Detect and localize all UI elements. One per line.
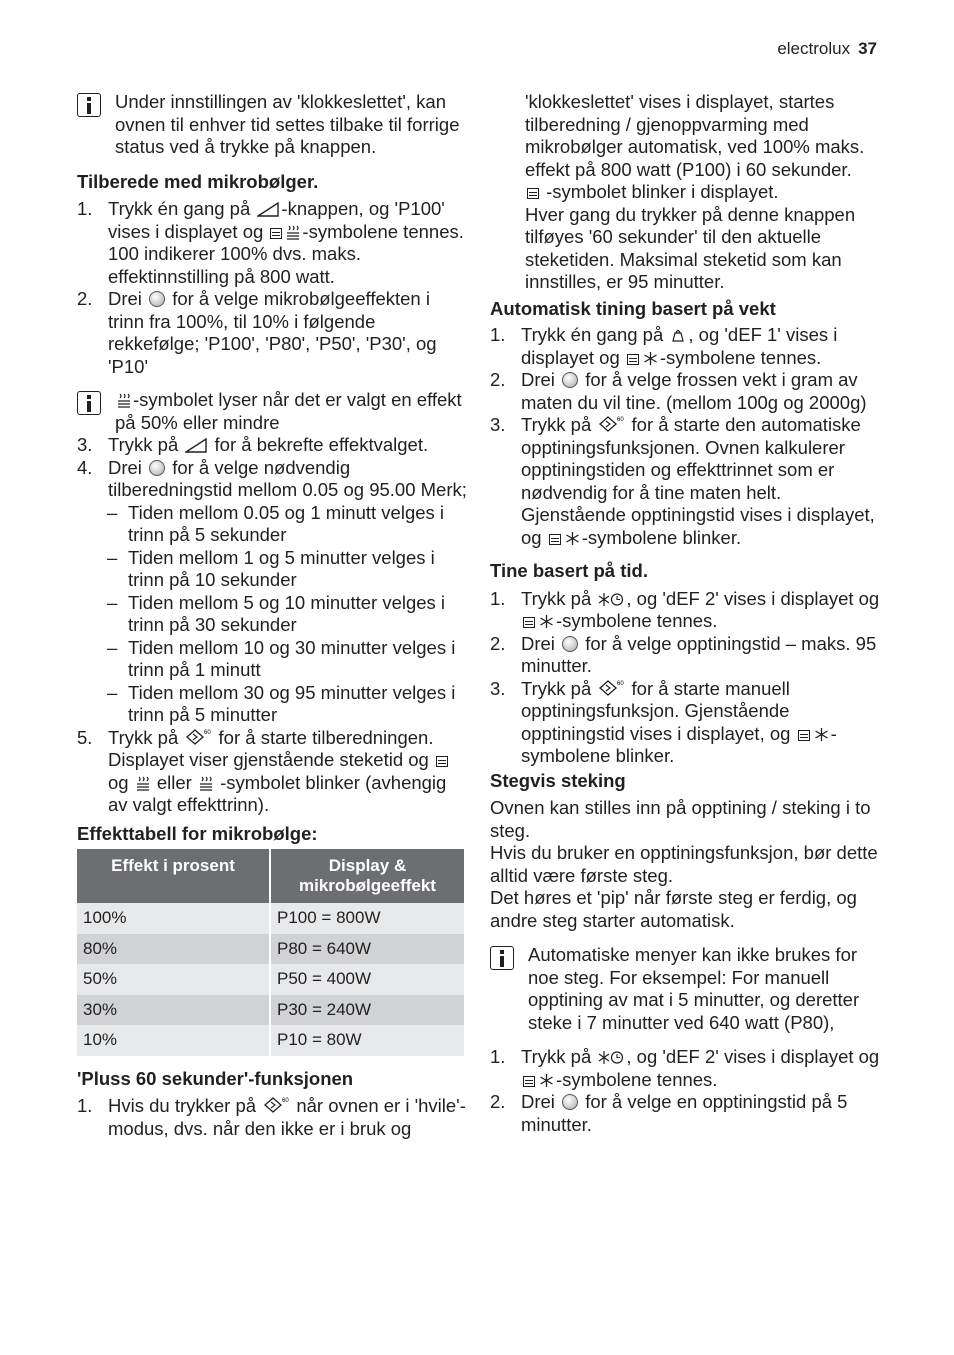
paragraph: Ovnen kan stilles inn på opptining / steking i to steg. — [490, 797, 871, 841]
snowflake-icon — [539, 614, 554, 629]
microwave-power-icon — [185, 437, 207, 453]
wave-icon — [136, 775, 150, 791]
dash-item: – Tiden mellom 30 og 95 minutter velges i trinn på 5 minutter — [107, 681, 456, 725]
microwave-display-icon — [627, 354, 639, 365]
list-item: 3. Trykk på 60 for å starte den automatiske opptiningsfunksjonen. Ovnen kalkulerer opptiningstiden og effekttrinnet som er nødvendig for å tine maten helt. Gjenstående opptiningstid vises i displayet, og -symbolene blinker. — [490, 414, 875, 548]
table-row: 30% P30 = 240W — [77, 995, 464, 1026]
table-title: Effekttabell for mikrobølge: — [77, 822, 318, 844]
wave-icon — [199, 775, 213, 791]
wave-icon — [286, 224, 300, 240]
page-header — [777, 38, 877, 61]
microwave-display-icon — [798, 730, 810, 741]
list-item: 4. Drei for å velge nødvendig tilberedningstid mellom 0.05 og 95.00 Merk; — [77, 456, 467, 500]
microwave-power-icon — [257, 201, 279, 217]
note-text: Under innstillingen av 'klokkeslettet', kan ovnen til enhver tid settes tilbake til forrige status ved å trykke på knappen. — [115, 91, 460, 157]
table-row: 50% P50 = 400W — [77, 964, 464, 995]
power-table — [77, 849, 464, 1056]
start-plus60-icon — [263, 1096, 289, 1114]
list-item: 3. Trykk på 60 for å starte manuell opptiningsfunksjon. Gjenstående opptiningstid vises i displayet, og -symbolene blinker. — [490, 677, 837, 766]
svg-text:60: 60 — [617, 680, 625, 687]
start-plus60-icon — [598, 415, 624, 433]
microwave-display-icon — [527, 188, 539, 199]
wave-icon — [117, 392, 131, 408]
section-title: 'Pluss 60 sekunder'-funksjonen — [77, 1067, 354, 1089]
steps-list — [77, 198, 467, 378]
brand-name: electrolux — [777, 39, 851, 58]
svg-text:60: 60 — [282, 1098, 289, 1104]
knob-icon — [149, 291, 165, 307]
note-text: Automatiske menyer kan ikke brukes for noe steg. For eksempel: For manuell opptining av mat i 5 minutter, og deretter steke i 7 minutter ved 640 watt (P80), — [528, 944, 860, 1033]
table-header: Display & mikrobølgeeffekt — [270, 849, 464, 903]
svg-text:60: 60 — [204, 729, 212, 736]
table-row: 10% P10 = 80W — [77, 1025, 464, 1056]
start-plus60-icon — [185, 728, 211, 746]
list-item: 1. Hvis du trykker på 60 når ovnen er i 'hvile'-modus, dvs. når den ikke er i bruk og — [77, 1095, 466, 1139]
steps-list — [490, 324, 880, 549]
list-item: 2. Drei for å velge frossen vekt i gram av maten du vil tine. (mellom 100g og 2000g) — [490, 369, 867, 413]
note-text: -symbolet lyser når det er valgt en effekt på 50% eller mindre — [115, 389, 462, 433]
list-item: 1. Trykk på , og 'dEF 2' vises i displayet og -symbolene tennes. — [490, 1046, 880, 1090]
section-title: Tilberede med mikrobølger. — [77, 170, 319, 192]
steps-list — [77, 434, 467, 502]
snowflake-icon — [539, 1073, 554, 1088]
section-title: Automatisk tining basert på vekt — [490, 297, 776, 319]
table-row: 80% P80 = 640W — [77, 934, 464, 965]
info-note — [490, 944, 880, 1034]
defrost-time-icon — [598, 1050, 624, 1065]
microwave-display-icon — [523, 617, 535, 628]
snowflake-icon — [643, 351, 658, 366]
microwave-display-icon — [549, 534, 561, 545]
page-number: 37 — [858, 39, 877, 58]
list-item: 2. Drei for å velge opptiningstid – maks. 95 minutter. — [490, 632, 877, 676]
continued-text: 'klokkeslettet' vises i displayet, startes tilberedning / gjenoppvarming med mikrobølger automatisk, ved 100% maks. effekt på 800 watt (P100) i 60 sekunder. -symbolet blinker i displayet. Hver gang du trykker på denne knappen tilføyes '60 sekunder' til den aktuelle steketiden. Maksimal steketid som kan innstilles, er 95 minutter. — [525, 91, 865, 292]
microwave-display-icon — [270, 228, 282, 239]
table-row: 100% P100 = 800W — [77, 903, 464, 934]
steps-list — [77, 1095, 467, 1140]
steps-list — [77, 727, 467, 817]
info-icon — [77, 93, 101, 117]
list-item: 1. Trykk én gang på , og 'dEF 1' vises i displayet og -symbolene tennes. — [490, 324, 838, 368]
section-title: Tine basert på tid. — [490, 560, 648, 581]
info-note — [77, 389, 467, 434]
dash-item: – Tiden mellom 5 og 10 minutter velges i trinn på 30 sekunder — [107, 591, 446, 635]
knob-icon — [562, 1094, 578, 1110]
right-column — [490, 91, 880, 1136]
info-note — [77, 91, 467, 159]
defrost-weight-icon — [670, 327, 686, 343]
left-column — [77, 91, 467, 1140]
microwave-display-icon — [436, 756, 448, 767]
start-plus60-icon — [598, 679, 624, 697]
steps-list — [490, 1046, 880, 1136]
dash-item: – Tiden mellom 0.05 og 1 minutt velges i trinn på 5 sekunder — [107, 501, 445, 545]
info-icon — [490, 946, 514, 970]
snowflake-icon — [814, 727, 829, 742]
knob-icon — [562, 636, 578, 652]
info-icon — [77, 391, 101, 415]
section-title: Stegvis steking — [490, 769, 626, 791]
knob-icon — [149, 460, 165, 476]
dash-item: – Tiden mellom 10 og 30 minutter velges i trinn på 1 minutt — [107, 636, 456, 680]
list-item: 2. Drei for å velge mikrobølgeeffekten i trinn fra 100%, til 10% i følgende rekkefølge; 'P100', 'P80', 'P50', 'P30', og 'P10' — [77, 288, 437, 377]
table-header: Effekt i prosent — [77, 849, 270, 903]
list-item: 1. Trykk én gang på -knappen, og 'P100' vises i displayet og -symbolene tennes. 100 indikerer 100% dvs. maks. effektinnstilling på 800 watt. — [77, 198, 464, 287]
snowflake-icon — [565, 531, 580, 546]
microwave-display-icon — [523, 1076, 535, 1087]
list-item: 3. Trykk på for å bekrefte effektvalget. — [77, 434, 429, 455]
knob-icon — [562, 372, 578, 388]
defrost-time-icon — [598, 592, 624, 607]
list-item: 5. Trykk på 60 for å starte tilberedningen. Displayet viser gjenstående steketid og og eller -symbolet blinker (avhengig av valgt effekttrinn). — [77, 726, 447, 815]
steps-list — [490, 588, 880, 768]
paragraph: Det høres et 'pip' når første steg er ferdig, og andre steg starter automatisk. — [490, 887, 857, 931]
list-item: 1. Trykk på , og 'dEF 2' vises i displayet og -symbolene tennes. — [490, 587, 880, 631]
svg-text:60: 60 — [617, 417, 625, 423]
dash-item: – Tiden mellom 1 og 5 minutter velges i trinn på 10 sekunder — [107, 546, 435, 590]
list-item: 2. Drei for å velge en opptiningstid på 5 minutter. — [490, 1091, 848, 1135]
paragraph: Hvis du bruker en opptiningsfunksjon, bør dette alltid være første steg. — [490, 842, 878, 886]
